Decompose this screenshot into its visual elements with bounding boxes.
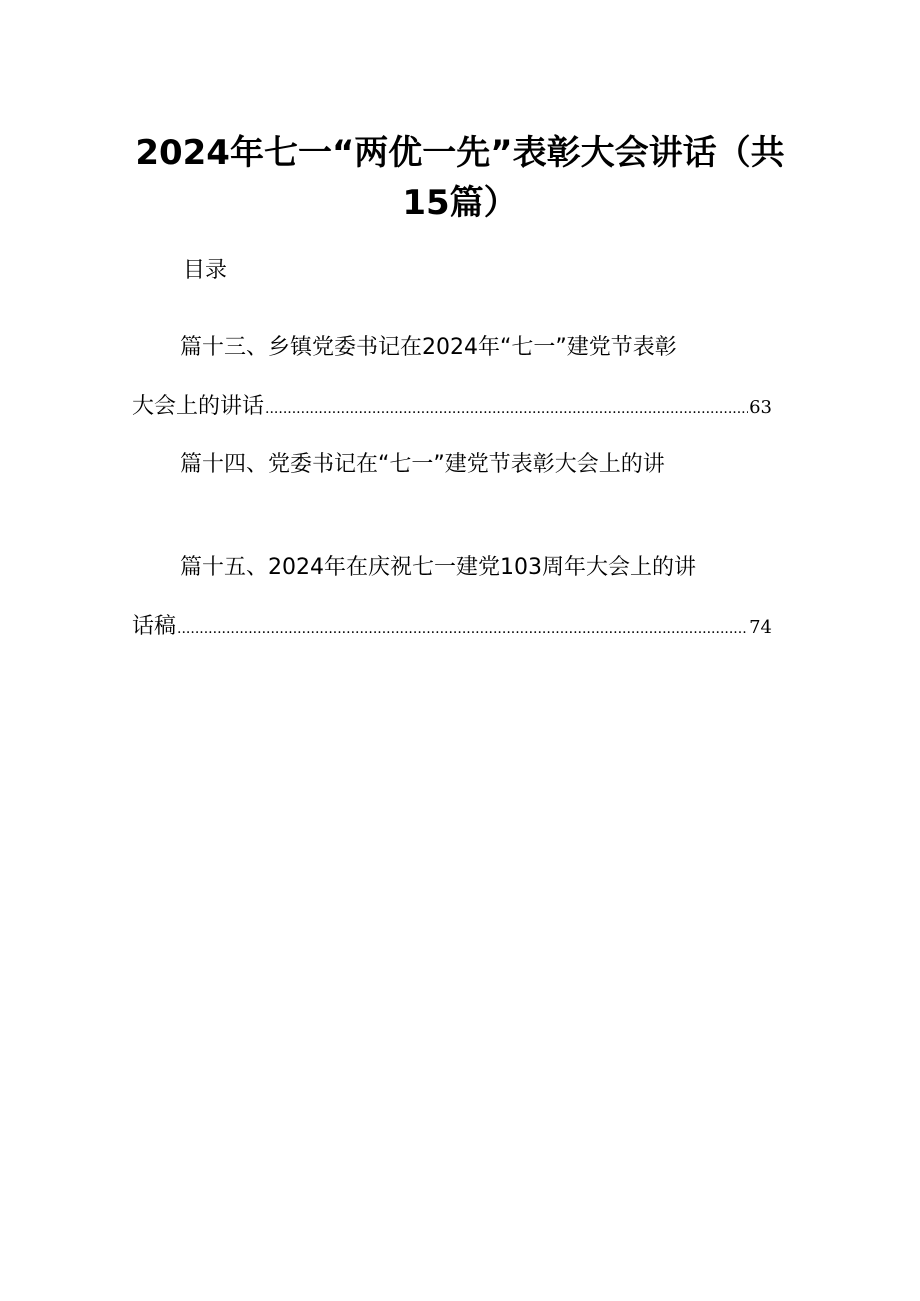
- toc-entry-15-title[interactable]: 篇十五、2024年在庆祝七一建党103周年大会上的讲: [180, 555, 696, 580]
- document-title: [120, 128, 800, 228]
- toc-entry-13-title[interactable]: 篇十三、乡镇党委书记在2024年“七一”建党节表彰: [180, 335, 677, 360]
- toc-entry-14-title[interactable]: 篇十四、党委书记在“七一”建党节表彰大会上的讲: [180, 452, 665, 477]
- toc-entry-15-title-cont: 话稿: [132, 614, 177, 639]
- document-title-line-2: 15篇）: [402, 183, 518, 223]
- document-title-line-1: 2024年七一“两优一先”表彰大会讲话（共: [135, 133, 785, 173]
- toc-dot-leader: [177, 614, 748, 644]
- toc-heading: 目录: [183, 258, 228, 283]
- toc-entry-15-page: 74: [749, 617, 772, 638]
- toc-entry-13-title-cont: 大会上的讲话: [132, 394, 265, 419]
- toc-dot-leader: [265, 394, 748, 424]
- toc-entry-15-continuation[interactable]: [132, 612, 772, 644]
- toc-entry-13-continuation[interactable]: [132, 392, 772, 424]
- toc-entry-13-page: 63: [749, 397, 772, 418]
